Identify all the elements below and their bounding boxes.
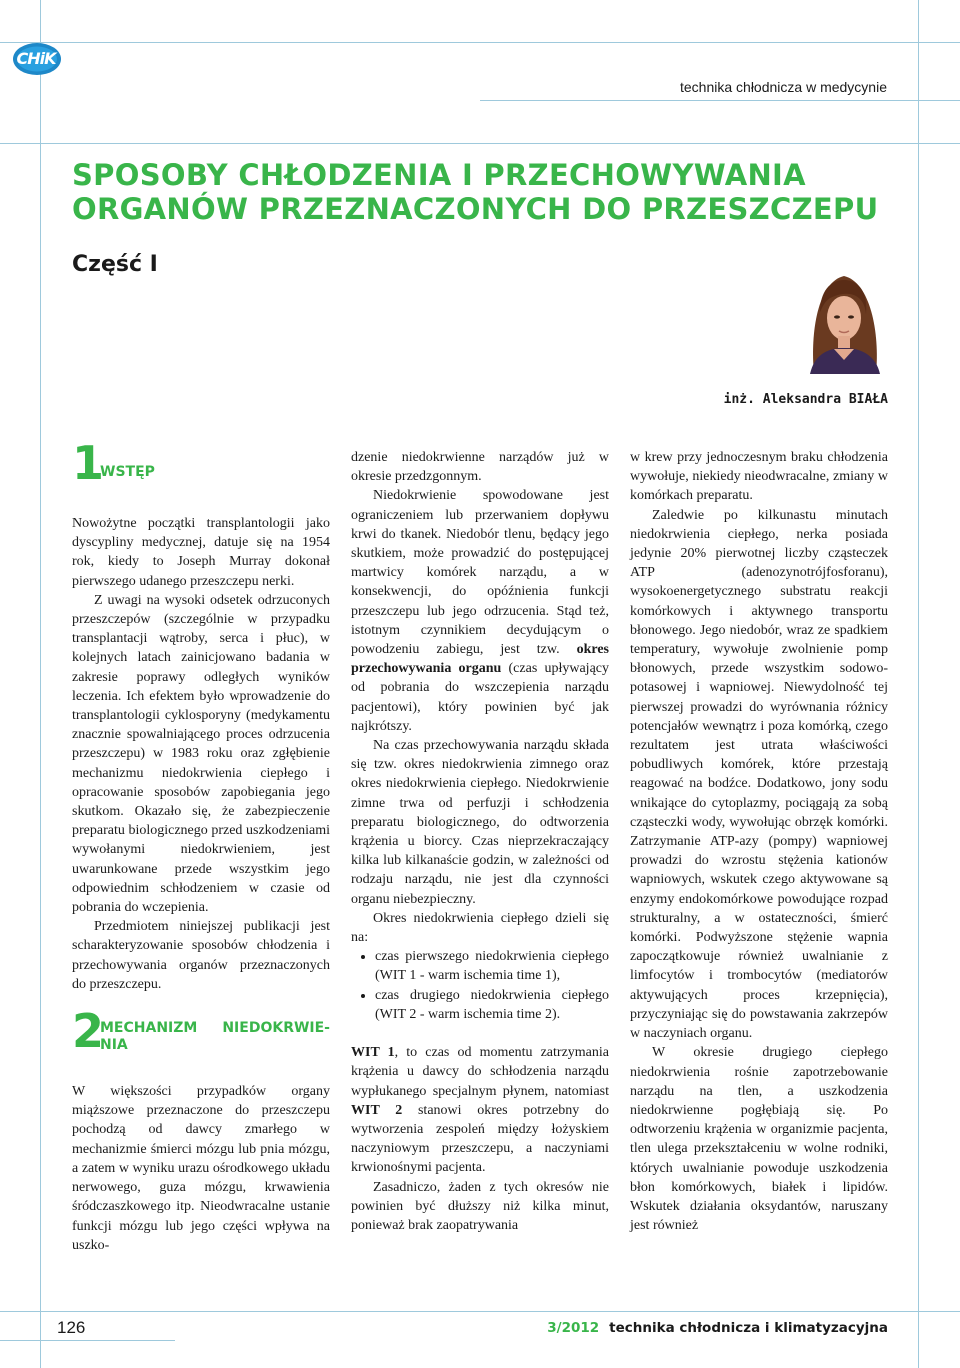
frame-line-top [0,42,960,43]
paragraph: WIT 1, to czas od momentu zatrzymania krążenia u dawcy do schłodzenia narządu wypłukanego specjalnym płynem, natomiast WIT 2 stanowi okres potrzebny do wytworzenia zespoleń między łożyskiem naczyniowym przeszczepu, a naczyniami krwionośnymi pacjenta. [351,1045,609,1176]
title-line-1: SPOSOBY CHŁODZENIA I PRZECHOWYWANIA [72,158,806,192]
paragraph: Na czas przechowywania narządu składa się tzw. okres niedokrwienia zimnego oraz okres niedokrwienia ciepłego. Niedokrwienie zimne trwa od perfuzji i schłodzenia preparatu biologicznego, do odtworzenia krążenia u biorcy. Czas nieprzekraczający kilka lub kilkanaście godzin, w zależności od rodzaju narządu, nie jest dla czynności organu niebezpieczny. [351,738,609,907]
journal-logo [12,40,62,78]
paragraph: dzenie niedokrwienne narządów już w okresie przedzgonnym. [351,450,609,485]
page-number: 126 [57,1318,86,1337]
logo-text: CHiK [16,49,56,68]
article-title [72,158,902,226]
paragraph: Okres niedokrwienia ciepłego dzieli się na: [351,910,609,946]
paragraph: Z uwagi na wysoki odsetek odrzuconych przeszczepów (szczególnie w przypadku transplantacji wątroby, serca i płuc), w kolejnych latach zainicjowano badania w zakresie poprawy odległych wyników leczenia. Ich efektem było wprowadzenie do transplantologii cyklosporyny (medykamentu znacznie spowalniającego proces odrzucenia przeszczepu) w 1983 roku oraz zgłębienie mechanizmu niedokrwienia ciepłego i opracowanie sposobów zapobiegania jego skutkom. Okazało się, że zabezpieczenie preparatu biologicznego przed uszkodzeniami wywołanymi niedokrwieniem, jest uwarunkowane przede wszystkim jego odpowiednim schłodzeniem w czasie od pobrania do wczepienia. [72,592,330,916]
list-item: • czas drugiego niedokrwienia ciepłego (WIT 2 - warm ischemia time 2). [375,986,609,1024]
issue-number: 3/2012 [547,1320,600,1336]
frame-line-left [40,0,41,1368]
paragraph: Niedokrwienie spowodowane jest ograniczeniem lub przerwaniem dopływu krwi do tkanek. Niedobór tlenu, będący jego skutkiem, może prowadzić do postępującej martwicy komórek narządu, a w konsekwencji, do opóźnienia funkcji przeszczepu lub jego odrzucenia. Stąd też, istotnym czynnikiem decydującym o powodzeniu zabiegu, jest tzw. okres przechowywania organu (czas upływający od pobrania do wszczepienia narządu pacjentowi), który powinien być jak najkrótszy. [351,488,609,734]
list-item: • czas pierwszego niedokrwienia ciepłego (WIT 1 - warm ischemia time 1), [375,947,609,985]
paragraph: Zaledwie po kilkunastu minutach niedokrwienia ciepłego, nerka posiada jedynie 20% pierwotnej liczby cząsteczek ATP (adenozynotrójfosforanu), wysokoenergetycznego substratu reakcji komórkowych i aktywnego transportu błonowego. Jego niedobór, wraz ze spadkiem temperatury, wywołuje zwolnienie pomp błonowych, przede wszystkim sodowo-potasowej i wapniowej. Niewydolność tej pierwszej prowadzi do wyrównania różnicy potencjałów wewnątrz i poza komórką, czego rezultatem jest utrata właściwości pobudliwych komórek, które przestają reagować na bodźce. Dodatkowo, jony sodu wnikające do cytoplazmy, pociągają za sobą cząsteczki wody, wywołując obrzęk komórki. Zatrzymanie ATP-azy (pompy) wapniowej prowadzi do wzrostu stężenia kationów wapniowych, wskutek czego aktywowane są enzymy endokomórkowe powodujące rozpad strukturalny, a w ostateczności, śmierć komórki. Podwyższone stężenie wapnia zapoczątkowuje również uwalnianie z limfocytów i trombocytów (mediatorów aktywujących proces krzepnięcia), przyczyniając się do powstawania zakrzepów w naczyniach organu. [630,507,888,1042]
text-column-2 [351,448,609,1235]
section-heading-1 [72,436,330,514]
text-column-3 [630,448,888,1235]
text-column-1 [72,436,330,1255]
section-title: MECHANIZM NIEDOKRWIE- NIA [100,1020,330,1054]
paragraph: Zasadniczo, żaden z tych okresów nie powinien być dłuższy niż kilka minut, ponieważ brak zaopatrywania [351,1179,609,1233]
footer-journal [547,1320,888,1336]
author-name: inż. Aleksandra BIAŁA [723,392,888,407]
section-number: 2 [72,1004,105,1059]
section-title: WSTĘP [100,464,155,480]
frame-line-bottom [0,1311,960,1312]
title-line-2: ORGANÓW PRZEZNACZONYCH DO PRZESZCZEPU [72,192,879,226]
frame-line-right [918,0,919,1368]
paragraph: w krew przy jednoczesnym braku chłodzenia wywołuje, niekiedy nieodwracalne, zmiany w komórkach preparatu. [630,450,888,504]
bullet-list [351,947,609,1024]
journal-name: technika chłodnicza i klimatyzacyjna [609,1320,888,1336]
paragraph: W okresie drugiego ciepłego niedokrwienia rośnie zapotrzebowanie narządu na tlen, a uszkodzenia niedokrwienne pogłębiają się. Po odtworzeniu krążenia w organizmie pacjenta, tlen ulega przekształceniu w wolne rodniki, których uwalnianie powoduje uszkodzenia błon komórkowych, białek i lipidów. Wskutek działania oksydantów, naruszany jest również [630,1045,888,1234]
frame-line-title [0,143,960,144]
paragraph: W większości przypadków organy miąższowe przeznaczone do przeszczepu pochodzą od dawcy zmarłego w mechanizmie śmierci mózgu lub pnia mózgu, a zatem w wyniku urazu ośrodkowego układu nerwowego, guza mózgu, krwawienia śródczaszkowego itp. Nieodwracalne ustanie funkcji mózgu lub jego części wpływa na uszko- [72,1084,330,1253]
frame-line-header [480,100,960,101]
section-heading-2 [72,994,330,1082]
section-number: 1 [72,436,105,490]
paragraph: Nowożytne początki transplantologii jako dyscypliny medycznej, datuje się na 1954 rok, kiedy to Joseph Murray dokonał pierwszego udanego przeszczepu nerki. [72,516,330,589]
paragraph: Przedmiotem niniejszej publikacji jest scharakteryzowanie sposobów chłodzenia i przechowywania organów przeznaczonych do przeszczepu. [72,919,330,992]
author-photo [800,262,888,374]
article-part: Część I [72,252,158,277]
frame-line-footer [0,1340,175,1341]
running-title: technika chłodnicza w medycynie [680,79,887,95]
